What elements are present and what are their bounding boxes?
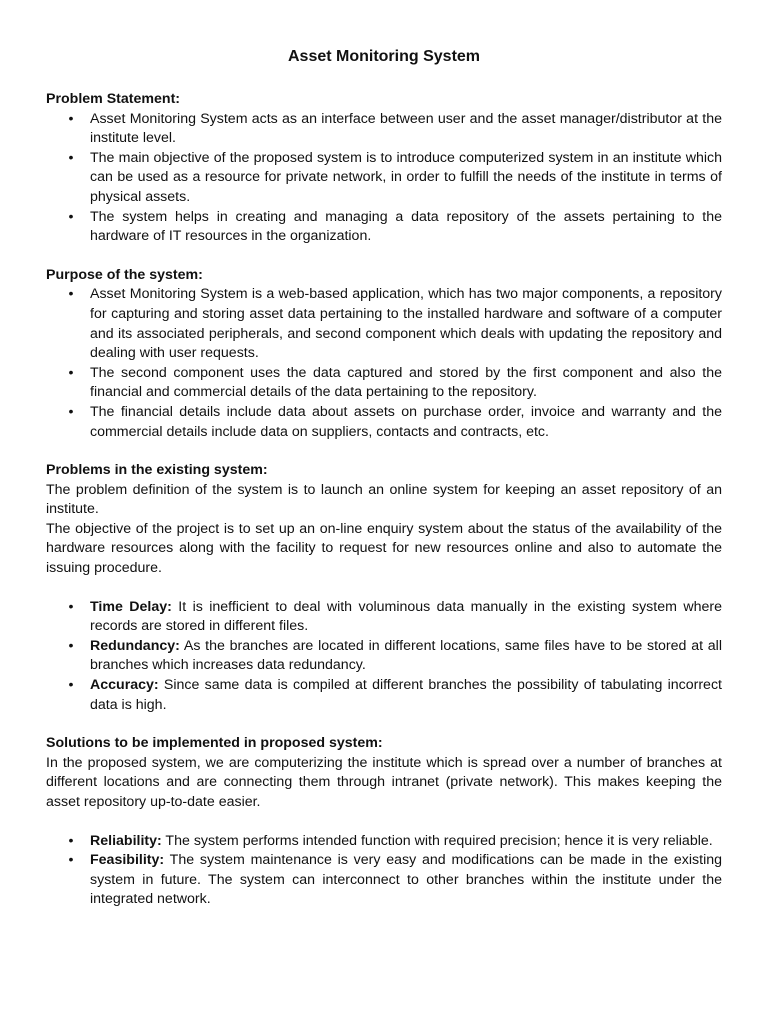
list-item: [46, 403, 722, 442]
list-item-text: It is inefficient to deal with voluminous data manually in the existing system where records are stored in different files.: [90, 598, 722, 635]
bullet-icon: •: [68, 286, 74, 303]
problem-statement-list: [46, 110, 722, 247]
bullet-icon: •: [68, 208, 74, 225]
bullet-icon: •: [68, 403, 74, 420]
problem-statement-heading: Problem Statement:: [46, 91, 181, 107]
list-item-text: Asset Monitoring System is a web-based application, which has two major components, a repository for capturing and storing asset data pertaining to the installed hardware and software of a computer and its associated peripherals, and second component which deals with updating the repository and dealing with user requests.: [90, 286, 722, 362]
list-item: [46, 364, 722, 403]
existing-system-paragraph-2: The objective of the project is to set up an on-line enquiry system about the status of the availability of the hardware resources along with the facility to request for new resources online and also to automate the issuing procedure.: [46, 520, 722, 577]
list-item: [46, 285, 722, 363]
list-item-text: The main objective of the proposed system is to introduce computerized system in an institute which can be used as a resource for private network, in order to fulfill the needs of the institute in terms of physical assets.: [90, 149, 722, 205]
list-item: [46, 208, 722, 247]
purpose-list: [46, 285, 722, 442]
bullet-icon: •: [68, 677, 74, 694]
list-item-text: The system performs intended function with required precision; hence it is very reliable.: [161, 832, 713, 849]
existing-system-paragraph-1: The problem definition of the system is to launch an online system for keeping an asset repository of an institute.: [46, 481, 722, 518]
list-item-label: Accuracy:: [90, 677, 159, 694]
list-item-text: The system maintenance is very easy and modifications can be made in the existing system in future. The system can interconnect to other branches within the institute under the integrated network.: [90, 852, 722, 908]
purpose-heading: Purpose of the system:: [46, 266, 203, 283]
list-item-text: Since same data is compiled at different branches the possibility of tabulating incorrect data is high.: [90, 677, 722, 713]
list-item-text: The second component uses the data captured and stored by the first component and also the financial and commercial details of the data pertaining to the repository.: [90, 364, 722, 401]
list-item-label: Reliability:: [90, 832, 162, 849]
bullet-icon: •: [68, 149, 74, 166]
list-item-label: Time Delay:: [90, 598, 172, 615]
existing-problems-list: [46, 598, 722, 716]
list-item: [46, 637, 722, 676]
list-item-text: Asset Monitoring System acts as an interface between user and the asset manager/distributor at the institute level.: [90, 110, 722, 147]
list-item-text: The financial details include data about assets on purchase order, invoice and warranty and the commercial details include data on suppliers, contacts and contracts, etc.: [90, 403, 722, 440]
list-item: [46, 676, 722, 715]
solutions-paragraph: In the proposed system, we are computerizing the institute which is spread over a number of branches at different locations and are connecting them through intranet (private network). This makes keeping the asset repository up-to-date easier.: [46, 754, 722, 810]
list-item: [46, 598, 722, 637]
bullet-icon: •: [68, 364, 74, 381]
document-title: Asset Monitoring System: [287, 48, 481, 65]
list-item-text: As the branches are located in different locations, same files have to be stored at all branches which increases data redundancy.: [90, 637, 722, 674]
bullet-icon: •: [68, 852, 74, 869]
list-item: [46, 149, 722, 208]
existing-system-heading: Problems in the existing system:: [46, 462, 268, 479]
solutions-heading: Solutions to be implemented in proposed system:: [46, 735, 383, 752]
bullet-icon: •: [68, 598, 74, 615]
list-item-label: Redundancy:: [90, 637, 180, 654]
list-item: [46, 851, 722, 910]
bullet-icon: •: [68, 637, 74, 654]
list-item: [46, 832, 722, 852]
list-item-label: Feasibility:: [90, 852, 165, 869]
list-item: [46, 110, 722, 149]
bullet-icon: •: [68, 832, 74, 849]
bullet-icon: •: [68, 110, 74, 127]
solutions-list: [46, 832, 722, 910]
list-item-text: The system helps in creating and managing a data repository of the assets pertaining to the hardware of IT resources in the organization.: [90, 208, 722, 245]
